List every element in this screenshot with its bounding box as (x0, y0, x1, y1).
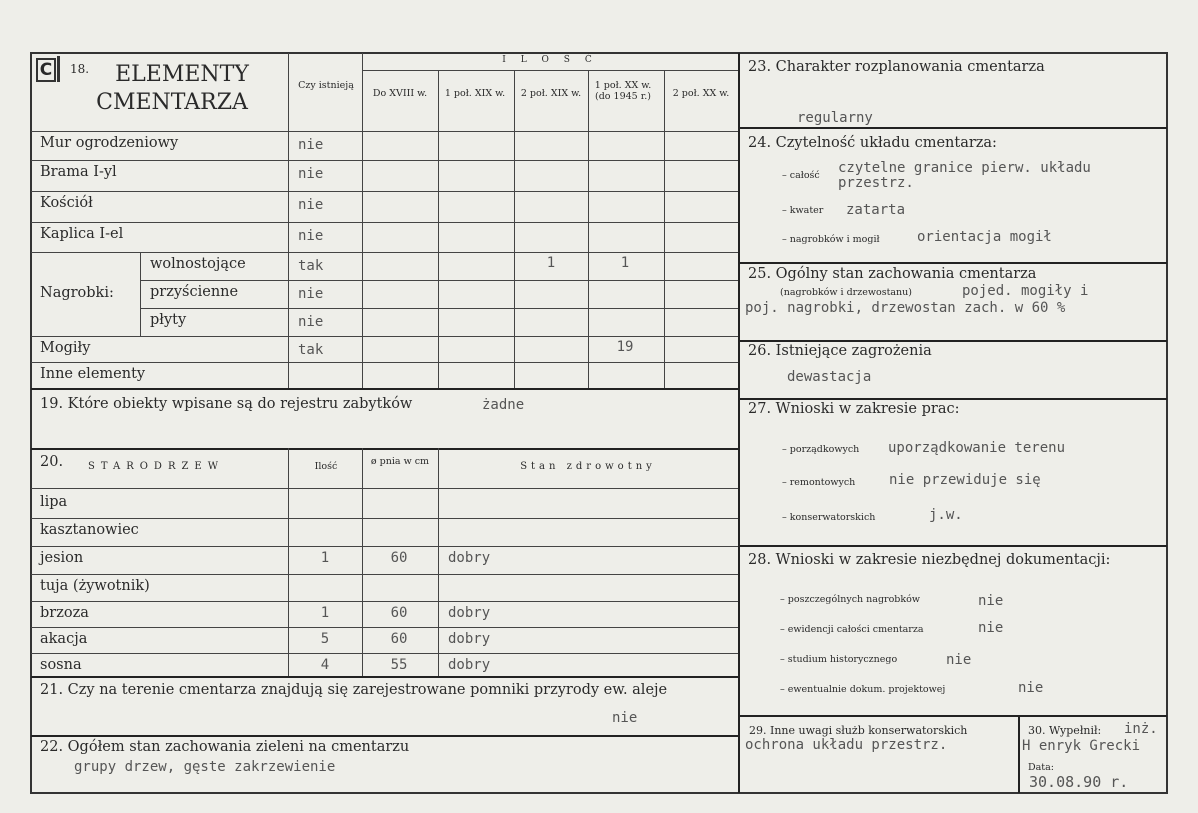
tree-row-diameter: 60 (390, 631, 408, 647)
rule-line (738, 262, 1167, 264)
rule-line (31, 336, 738, 337)
rule-line (31, 222, 738, 223)
tree-row-health: dobry (448, 550, 491, 566)
rule-line (31, 735, 738, 737)
rule-line (31, 191, 738, 192)
q24-item-1-value: czytelne granice pierw. układu (838, 160, 1091, 176)
rule-line (362, 448, 363, 676)
tree-row-name: kasztanowiec (40, 522, 139, 538)
tree-row-health: dobry (448, 631, 491, 647)
rule-line (31, 362, 738, 363)
element-row-count: 1 (620, 255, 630, 271)
rule-line (738, 127, 1167, 129)
q20-number: 20. (40, 454, 64, 470)
q28-item-2-label: – ewidencji całości cmentarza (780, 624, 924, 635)
q27-item-1-value: uporządkowanie terenu (888, 440, 1066, 456)
tree-row-count: 1 (320, 550, 330, 566)
q25-value-1: pojed. mogiły i (962, 283, 1089, 299)
q24-label: 24. Czytelność układu cmentarza: (748, 135, 997, 151)
q24-item-3-label: – nagrobków i mogił (782, 234, 880, 245)
form-badge: C (36, 58, 56, 82)
q24-item-1-value-2: przestrz. (838, 175, 914, 191)
q28-item-1-value: nie (978, 593, 1004, 609)
col-exists-header: Czy istnieją (298, 80, 354, 91)
element-row-exists: tak (298, 258, 324, 274)
col-count-header: I L O Ś Ć (502, 55, 598, 65)
rule-line (140, 308, 738, 309)
col-period-5: 2 poł. XX w. (672, 88, 730, 99)
tree-row-health: dobry (448, 657, 491, 673)
element-row-label: Mogiły (40, 340, 91, 356)
tree-row-name: brzoza (40, 605, 89, 621)
q28-item-1-label: – poszczególnych nagrobków (780, 594, 920, 605)
rule-line (738, 715, 1167, 717)
element-row-count: 1 (546, 255, 556, 271)
q24-item-2-value: zatarta (846, 202, 906, 218)
section-18-title-1: ELEMENTY (115, 62, 249, 87)
element-row-label: płyty (150, 312, 187, 328)
q30-label: 30. Wypełnił: (1028, 724, 1102, 737)
tree-row-diameter: 60 (390, 550, 408, 566)
q24-item-1-label: – całość (782, 170, 820, 181)
rule-line (31, 574, 738, 575)
q21-label: 21. Czy na terenie cmentarza znajdują się zarejestrowane pomniki przyrody ew. aleje (40, 682, 668, 698)
col-period-2: 1 poł. XIX w. (444, 88, 506, 99)
element-row-exists: nie (298, 197, 324, 213)
rule-line (288, 448, 289, 676)
element-row-label: Mur ogrodzeniowy (40, 135, 179, 151)
q22-value: grupy drzew, gęste zakrzewienie (74, 759, 336, 775)
col-period-4: 1 poł. XX w. (do 1945 r.) (594, 80, 652, 102)
section-18-number: 18. (70, 62, 90, 76)
rule-line (738, 398, 1167, 400)
rule-line (738, 340, 1167, 342)
rule-line (514, 70, 515, 388)
rule-line (1018, 715, 1020, 793)
q27-item-1-label: – porządkowych (782, 444, 860, 455)
element-row-exists: nie (298, 137, 324, 153)
rule-line (738, 53, 740, 793)
element-row-label: Kaplica I-el (40, 226, 124, 242)
element-row-label: Kościół (40, 195, 93, 211)
q20-col-count: Ilość (314, 461, 338, 472)
tree-row-name: sosna (40, 657, 82, 673)
rule-line (31, 488, 738, 489)
q28-label: 28. Wnioski w zakresie niezbędnej dokumentacji: (748, 552, 1111, 568)
tree-row-name: tuja (żywotnik) (40, 578, 150, 594)
q22-label: 22. Ogółem stan zachowania zieleni na cmentarzu (40, 739, 410, 755)
tree-row-health: dobry (448, 605, 491, 621)
q30-value-2: H enryk Grecki (1022, 738, 1141, 754)
rule-line (140, 252, 141, 336)
form-badge-bar (57, 56, 60, 82)
rule-line (31, 252, 738, 253)
q20-col-diameter: ø pnia w cm (370, 456, 430, 467)
q28-item-3-value: nie (946, 652, 972, 668)
tree-row-count: 4 (320, 657, 330, 673)
q28-item-4-label: – ewentualnie dokum. projektowej (780, 684, 946, 695)
rule-line (738, 545, 1167, 547)
rule-line (31, 388, 738, 390)
q28-item-2-value: nie (978, 620, 1004, 636)
q29-value: ochrona układu przestrz. (745, 737, 948, 753)
rule-line (664, 70, 665, 388)
tree-row-count: 1 (320, 605, 330, 621)
q23-value: regularny (797, 110, 873, 126)
tree-row-diameter: 55 (390, 657, 408, 673)
q25-label: 25. Ogólny stan zachowania cmentarza (748, 266, 1037, 282)
q21-value: nie (612, 710, 638, 726)
rule-line (31, 653, 738, 654)
rule-line (438, 448, 439, 676)
q28-item-4-value: nie (1018, 680, 1044, 696)
q30-date-label: Data: (1028, 762, 1054, 773)
rule-line (31, 546, 738, 547)
q19-value: żadne (482, 397, 525, 413)
q30-value-1: inż. (1124, 721, 1158, 737)
q29-label: 29. Inne uwagi służb konserwatorskich (749, 724, 968, 737)
rule-line (31, 160, 738, 161)
element-row-label: Brama I-yl (40, 164, 117, 180)
rule-line (31, 448, 738, 450)
q26-label: 26. Istniejące zagrożenia (748, 343, 932, 359)
element-row-exists: nie (298, 286, 324, 302)
rule-line (31, 601, 738, 602)
rule-line (438, 70, 439, 388)
tree-row-diameter: 60 (390, 605, 408, 621)
rule-line (31, 676, 738, 678)
q28-item-3-label: – studium historycznego (780, 654, 898, 665)
rule-line (31, 131, 738, 132)
q27-item-3-label: – konserwatorskich (782, 512, 876, 523)
rule-line (362, 53, 363, 388)
element-row-label: Inne elementy (40, 366, 146, 382)
rule-line (31, 627, 738, 628)
tree-row-name: lipa (40, 494, 68, 510)
tree-row-count: 5 (320, 631, 330, 647)
q24-item-3-value: orientacja mogił (917, 229, 1052, 245)
rule-line (31, 518, 738, 519)
element-row-exists: nie (298, 228, 324, 244)
tree-row-name: jesion (40, 550, 84, 566)
q27-item-2-value: nie przewiduje się (889, 472, 1041, 488)
element-row-label: wolnostojące (150, 256, 246, 272)
q27-item-2-label: – remontowych (782, 477, 856, 488)
tree-row-name: akacja (40, 631, 88, 647)
element-row-exists: nie (298, 314, 324, 330)
rule-line (140, 280, 738, 281)
element-row-exists: tak (298, 342, 324, 358)
col-period-3: 2 poł. XIX w. (520, 88, 582, 99)
element-row-label: przyścienne (150, 284, 239, 300)
col-period-1: Do XVIII w. (372, 88, 428, 99)
q19-label: 19. Które obiekty wpisane są do rejestru zabytków (40, 396, 413, 412)
q30-date-value: 30.08.90 r. (1029, 773, 1129, 791)
q25-sublabel: (nagrobków i drzewostanu) (780, 287, 912, 298)
element-row-exists: nie (298, 166, 324, 182)
rule-line (362, 70, 738, 71)
q20-header: STARODRZEW (88, 461, 224, 472)
nagrobki-label: Nagrobki: (40, 285, 114, 301)
rule-line (288, 53, 289, 388)
q24-item-2-label: – kwater (782, 205, 824, 216)
rule-line (588, 70, 589, 388)
section-18-title-2: CMENTARZA (96, 90, 248, 115)
q27-item-3-value: j.w. (929, 507, 963, 523)
element-row-count: 19 (616, 339, 634, 355)
q20-col-health: Stan zdrowotny (520, 461, 656, 472)
q27-label: 27. Wnioski w zakresie prac: (748, 401, 960, 417)
q26-value: dewastacja (787, 369, 872, 385)
q25-value-2: poj. nagrobki, drzewostan zach. w 60 % (745, 300, 1066, 316)
q23-label: 23. Charakter rozplanowania cmentarza (748, 59, 1045, 75)
